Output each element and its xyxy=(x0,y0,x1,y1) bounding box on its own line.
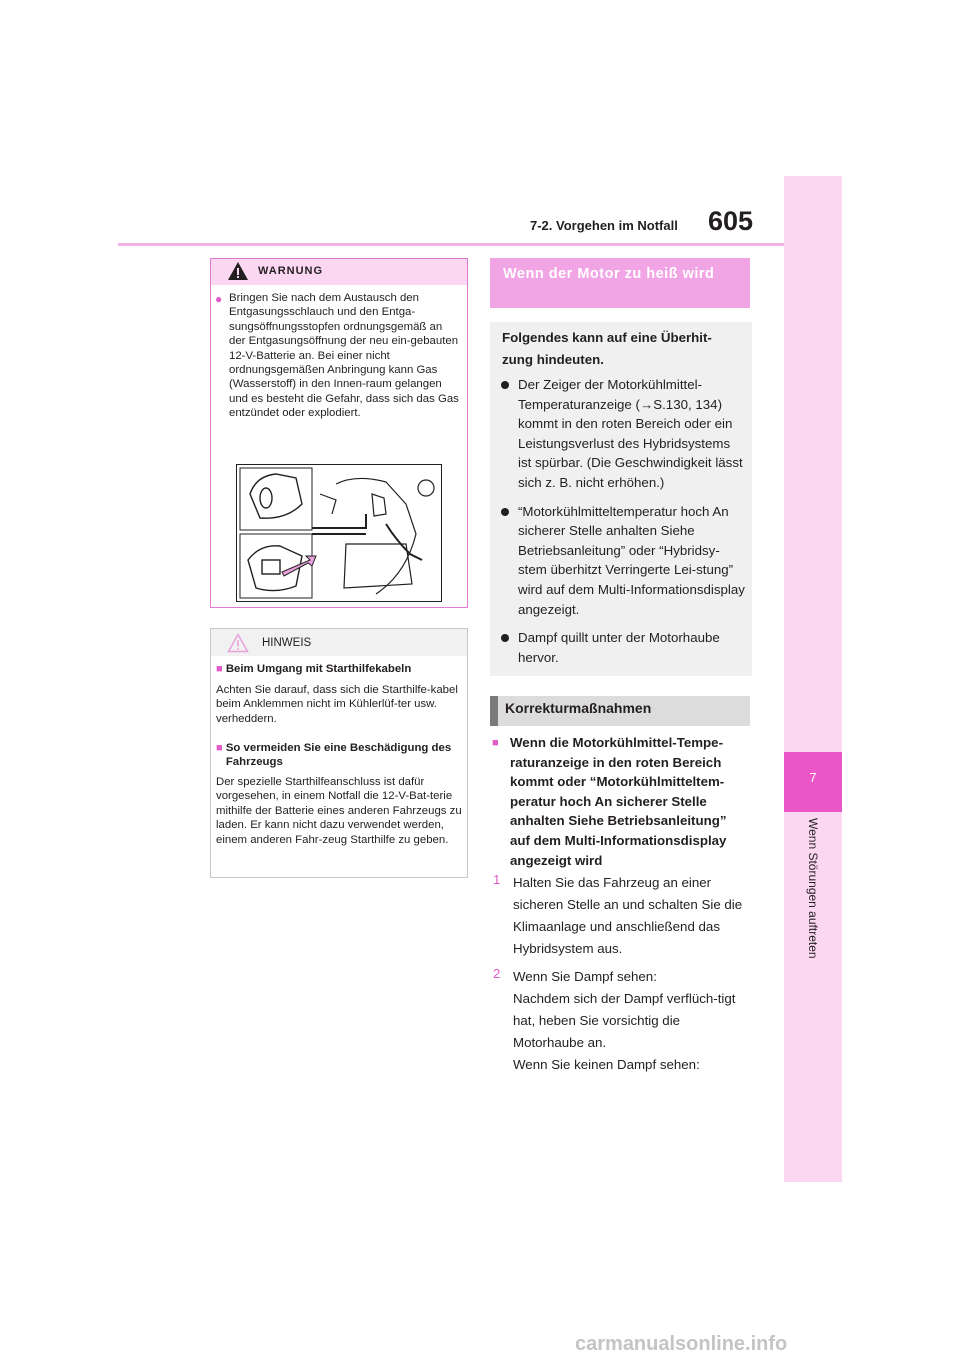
step-2-line-1: Wenn Sie Dampf sehen: xyxy=(513,969,657,984)
list-item: Dampf quillt unter der Motorhaube hervor. xyxy=(500,628,746,667)
watermark: carmanualsonline.info xyxy=(575,1333,788,1355)
overheat-section-title: Wenn der Motor zu heiß wird xyxy=(503,266,715,282)
header-divider xyxy=(118,243,784,246)
warning-text: Bringen Sie nach dem Austausch den Entgasungsschlauch und den Entga-sungsöffnungsstopfen ordnungsgemäß an der Entgasungsöffnung der neu ein-gebauten 12-V-Batterie an. Bei einer nicht ordnungsgemäßen Anbringung kann Gas (Wasserstoff) in den Innen-raum gelangen und es besteht die Gefahr, dass sich das Gas entzündet oder explodiert. xyxy=(229,292,459,420)
square-bullet-icon: ■ xyxy=(216,742,223,754)
warning-triangle-icon xyxy=(227,261,249,281)
warning-bullet-icon: ● xyxy=(215,292,223,306)
notice-text-1: Achten Sie darauf, dass sich die Starthilfe-kabel beim Anklemmen nicht im Kühlerlüf-ter usw. verheddern. xyxy=(216,684,458,725)
notice-triangle-icon xyxy=(227,633,249,653)
list-item: “Motorkühlmitteltemperatur hoch An sicherer Stelle anhalten Siehe Betriebsanleitung” oder “Hybridsy-stem überhitzt Verringerte Lei-stung” wird auf dem Multi-Informationsdisplay angezeigt. xyxy=(500,502,746,620)
chapter-number: 7 xyxy=(809,770,817,785)
step-1-text: Halten Sie das Fahrzeug an einer sicheren Stelle an und schalten Sie die Klimaanlage und anschließend das Hybridsystem aus. xyxy=(513,875,743,956)
corrective-subheading: Wenn die Motorkühlmittel-Tempe-raturanzeige in den roten Bereich kommt oder “Motorkühlmitteltem-peratur hoch An sicherer Stelle anhalten Siehe Betriebsanleitung” auf dem Multi-Informationsdisplay angezeigt wird xyxy=(510,735,727,868)
notice-title: HINWEIS xyxy=(262,637,312,649)
bullet-dot-icon xyxy=(501,508,509,516)
step-2-line-2: Nachdem sich der Dampf verflüch-tigt hat, heben Sie vorsichtig die Motorhaube an. xyxy=(513,991,736,1050)
square-bullet-icon: ■ xyxy=(216,663,223,675)
notice-heading-2: ■ So vermeiden Sie eine Beschädigung des Fahrzeugs xyxy=(216,742,452,769)
page-number: 605 xyxy=(708,206,754,236)
corrective-section-title: Korrekturmaßnahmen xyxy=(505,700,652,716)
overheat-symptom-list xyxy=(500,375,746,676)
step-2-line-3: Wenn Sie keinen Dampf sehen: xyxy=(513,1057,700,1072)
warning-title: WARNUNG xyxy=(258,265,324,277)
notice-text-2: Der spezielle Starthilfeanschluss ist dafür vorgesehen, in einem Notfall die 12-V-Bat-terie mithilfe der Batterie eines anderen Fahrzeugs zu laden. Er kann nicht dazu verwendet werden, einem anderen Fahr-zeug Starthilfe zu geben. xyxy=(216,776,462,846)
bullet-dot-icon xyxy=(501,634,509,642)
list-item: Der Zeiger der Motorkühlmittel-Temperaturanzeige (→S.130, 134) kommt in den roten Bereich oder ein Leistungsverlust des Hybridsystems ist spürbar. (Die Geschwindigkeit lässt sich z. B. nicht erhöhen.) xyxy=(500,375,746,493)
chapter-side-tab xyxy=(784,176,842,1182)
battery-vent-illustration xyxy=(236,464,442,602)
notice-header xyxy=(211,629,467,656)
bullet-dot-icon xyxy=(501,381,509,389)
chapter-title: Wenn Störungen auftreten xyxy=(806,818,820,959)
section-title: 7-2. Vorgehen im Notfall xyxy=(530,218,678,233)
step-2-number: 2 xyxy=(493,966,501,981)
notice-heading-1: ■ Beim Umgang mit Starthilfekabeln xyxy=(216,663,412,675)
overheat-intro: Folgendes kann auf eine Überhit-zung hindeuten. xyxy=(502,330,712,367)
square-bullet-icon: ■ xyxy=(492,737,499,749)
step-2-text xyxy=(513,966,749,1076)
step-1-number: 1 xyxy=(493,872,501,887)
warning-header xyxy=(211,259,467,285)
